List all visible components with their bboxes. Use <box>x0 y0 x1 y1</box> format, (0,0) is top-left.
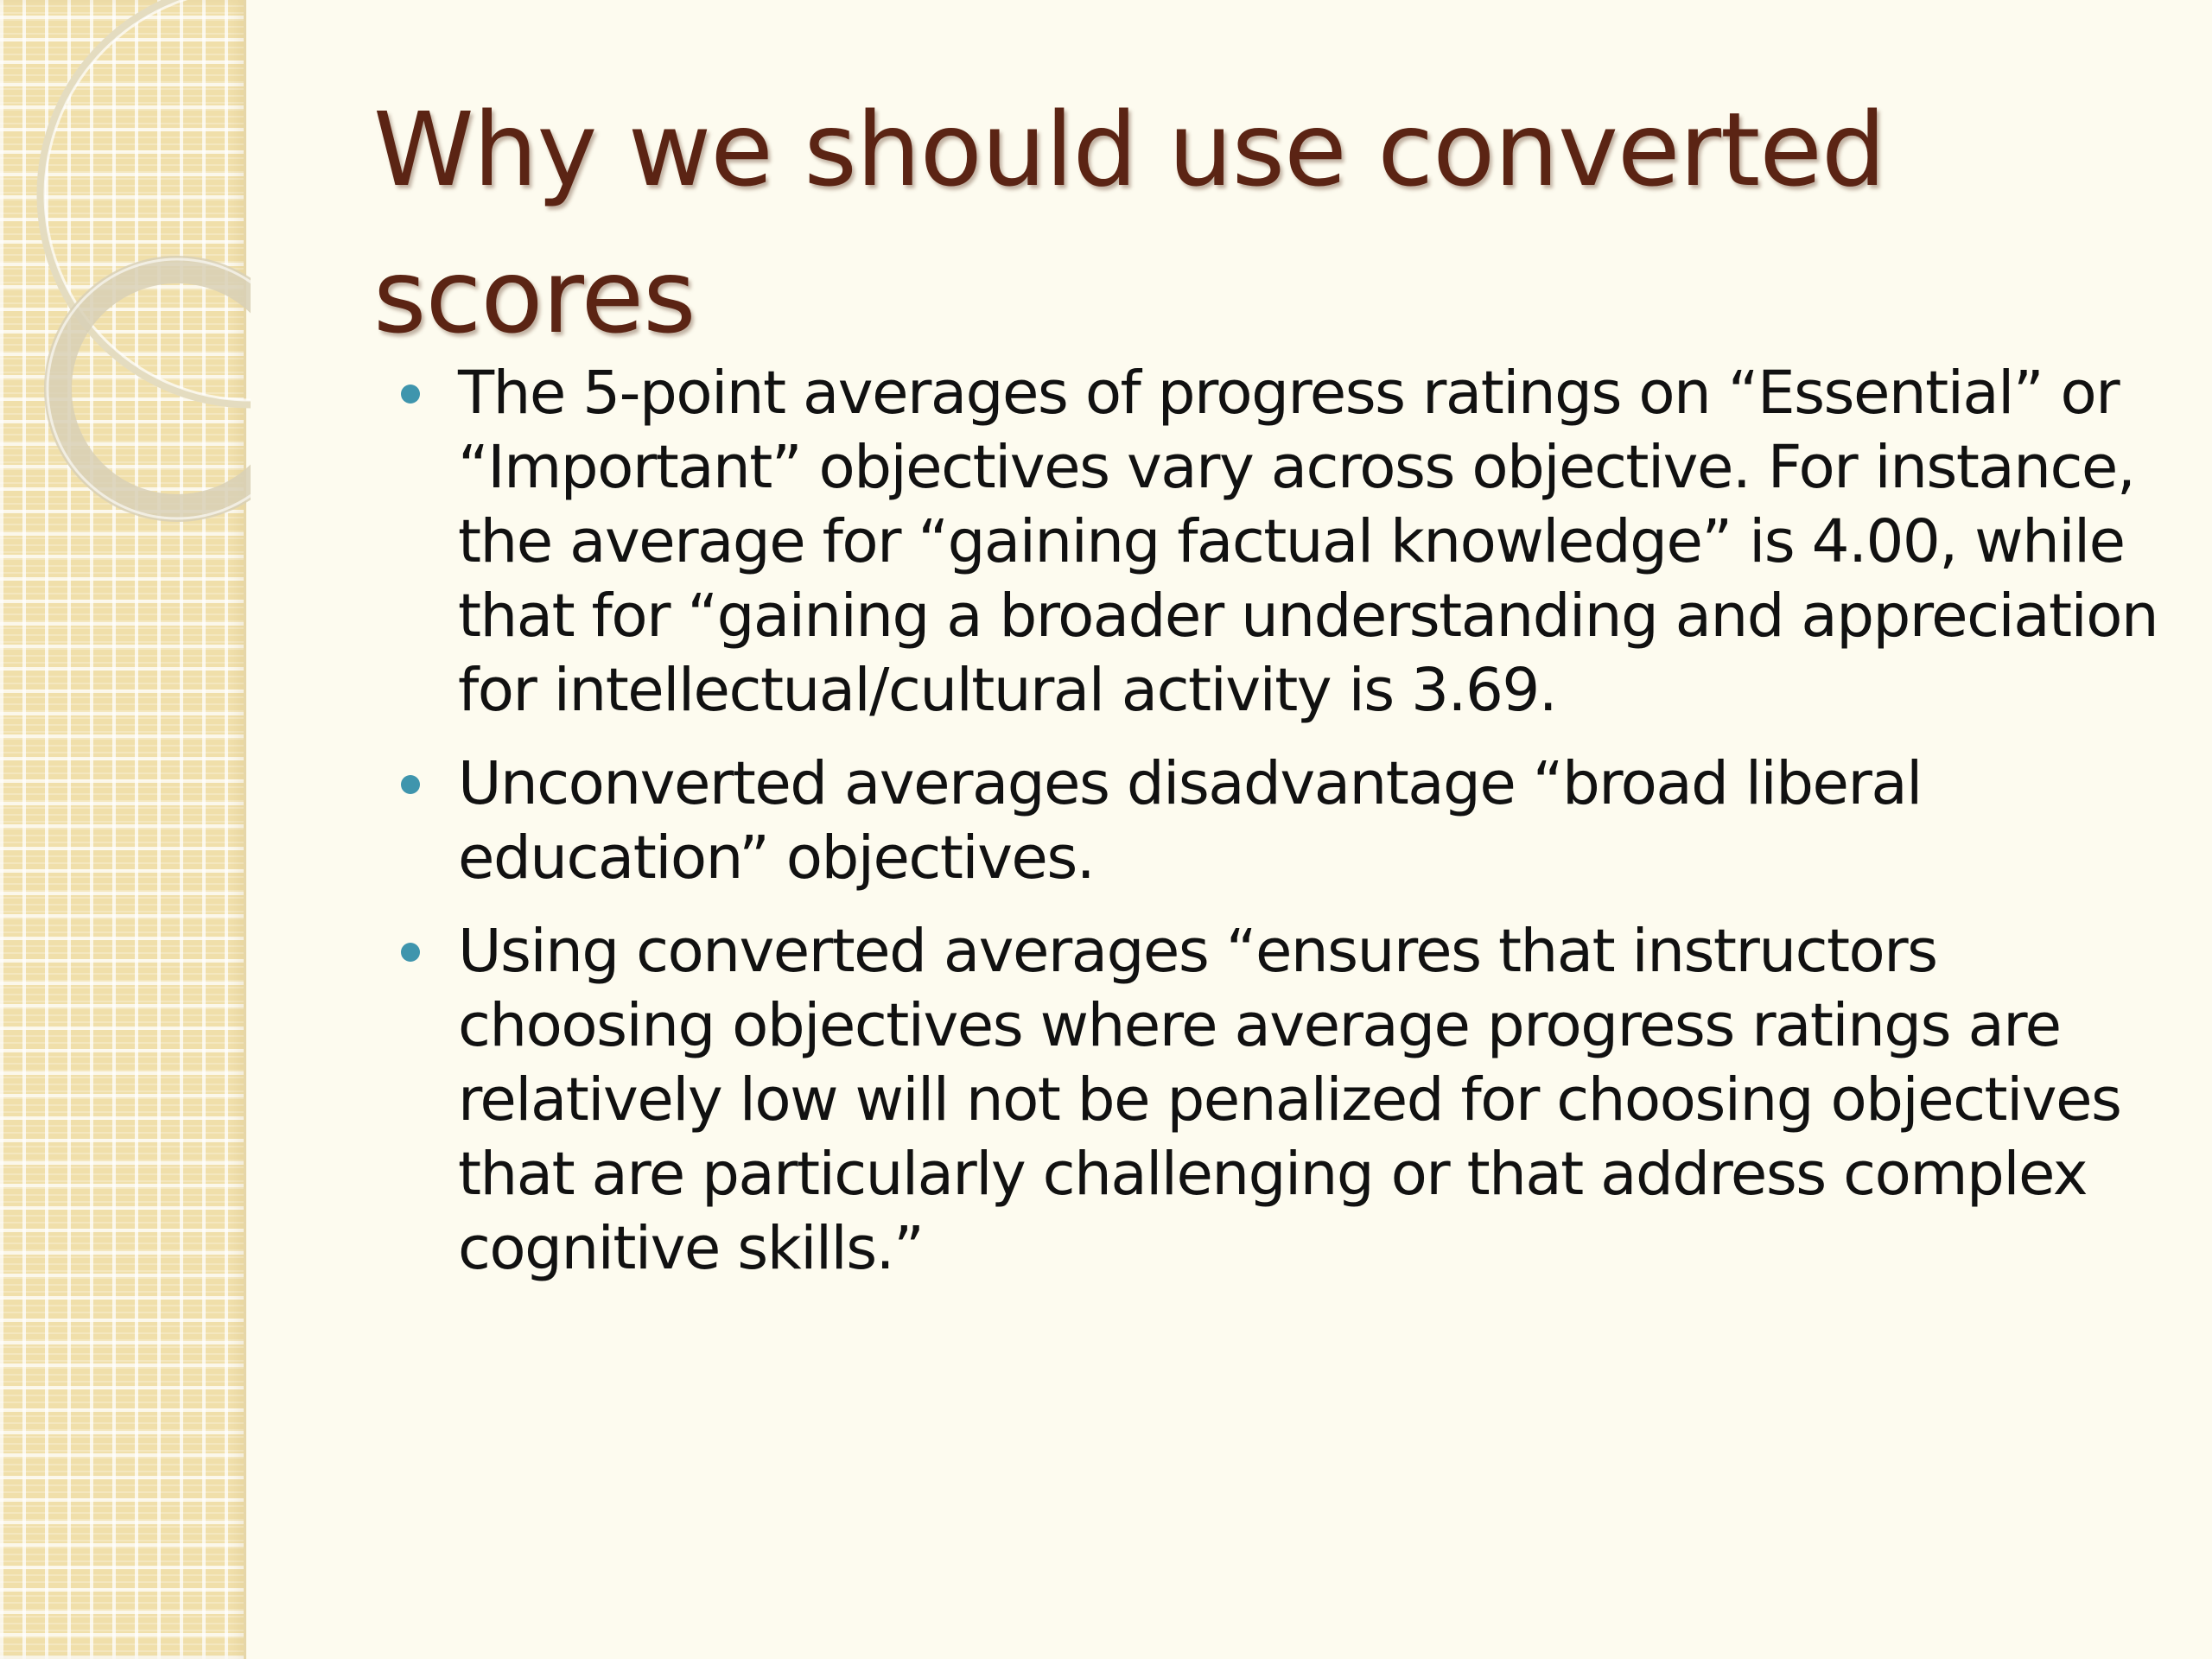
bullet-list <box>380 356 2160 1305</box>
bullet-item <box>380 356 2160 728</box>
bullet-text: The 5-point averages of progress ratings on “Essential” or “Important” objectives vary across objective. For instance, the average for “gaining factual knowledge” is 4.00, while that for “gaining a broader understanding and appreciation for intellectual/cultural activity is 3.69. <box>458 359 2158 725</box>
small-ring-highlight <box>48 259 251 518</box>
bullet-item <box>380 914 2160 1286</box>
slide-title: Why we should use converted scores <box>373 90 1885 356</box>
bullet-dot-icon <box>401 385 420 404</box>
bullet-dot-icon <box>401 943 420 962</box>
bullet-item <box>380 747 2160 895</box>
bullet-text: Using converted averages “ensures that instructors choosing objectives where average progress ratings are relatively low will not be penalized for choosing objectives that are particularly challenging or that address complex cognitive skills.” <box>458 917 2121 1283</box>
bullet-dot-icon <box>401 775 420 794</box>
bullet-text: Unconverted averages disadvantage “broad liberal education” objectives. <box>458 749 1922 893</box>
decorative-rings <box>0 0 251 553</box>
small-ring <box>58 270 251 508</box>
